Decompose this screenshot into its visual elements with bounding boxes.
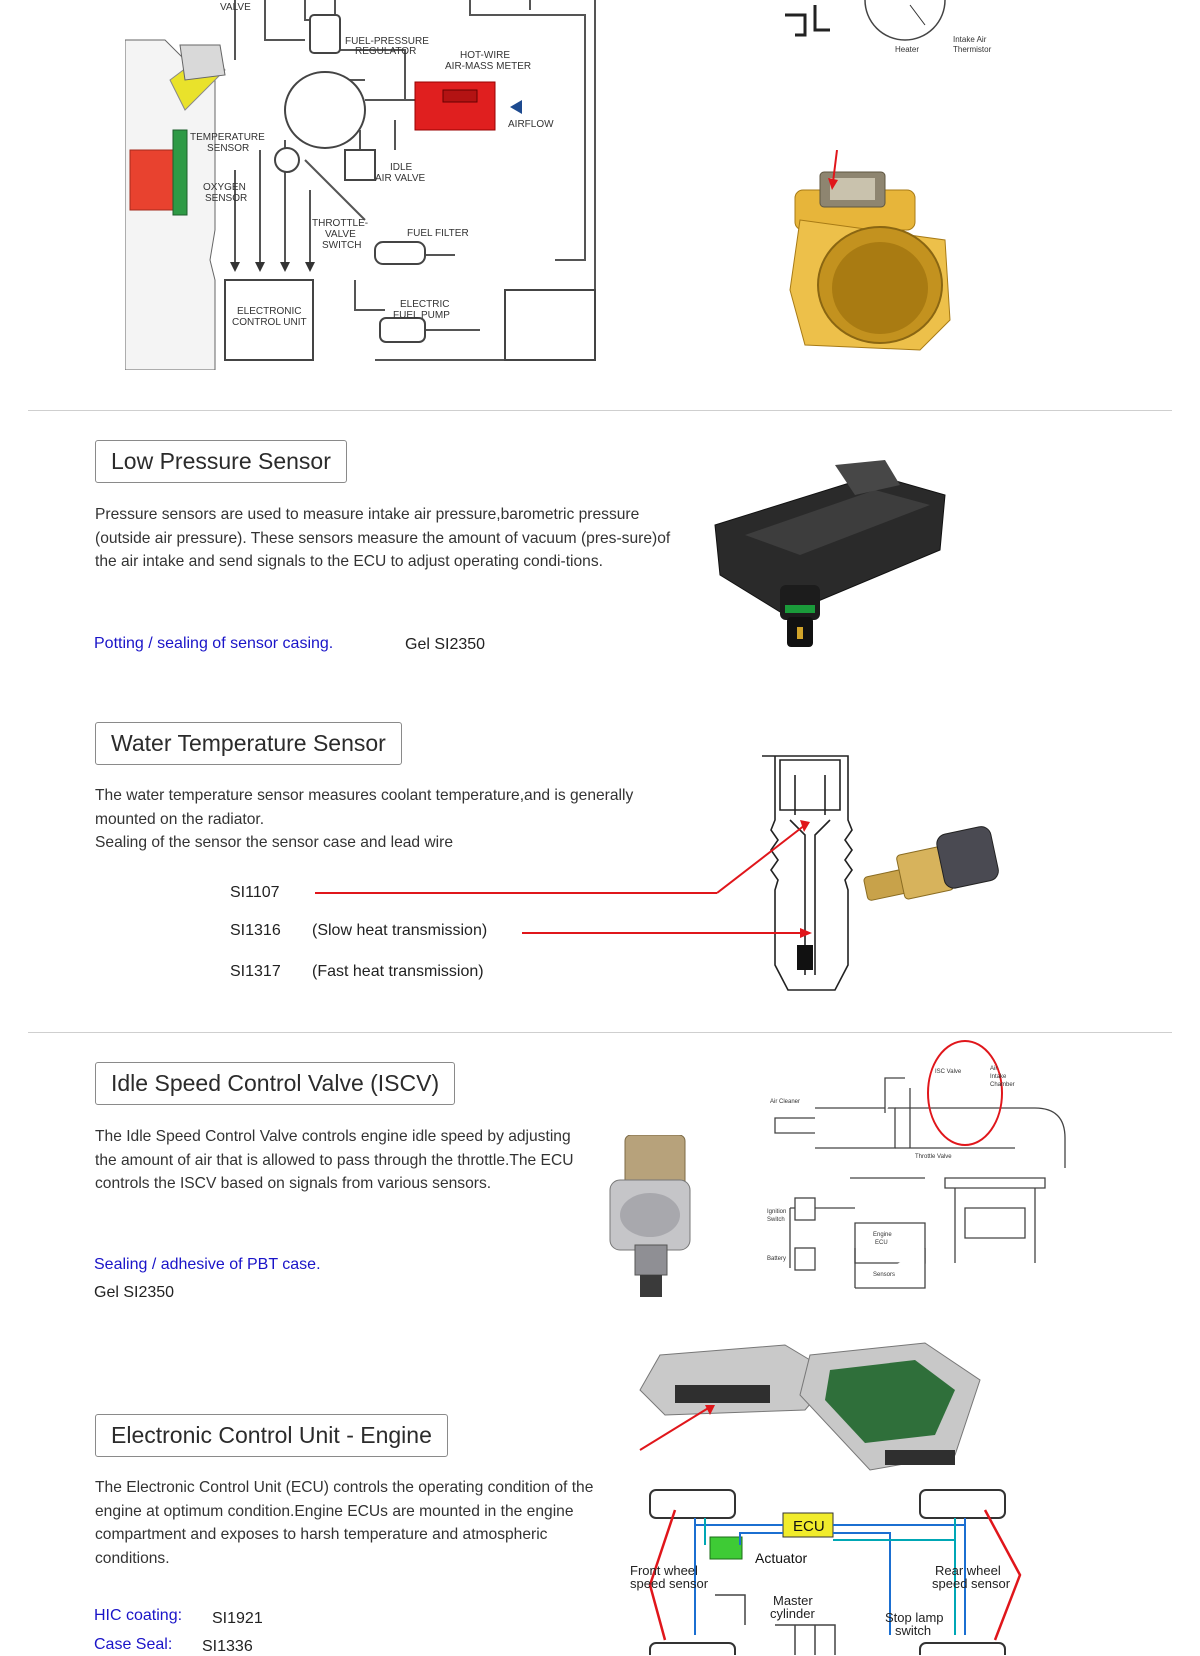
- low-pressure-product: Gel SI2350: [405, 636, 486, 653]
- svg-text:VALVE: VALVE: [220, 2, 251, 13]
- case-seal-label: Case Seal:: [94, 1636, 173, 1653]
- svg-text:Front wheel: Front wheel: [630, 1563, 698, 1578]
- svg-text:THROTTLE-: THROTTLE-: [312, 218, 369, 229]
- ecu-units-image: [635, 1335, 1020, 1475]
- water-temp-title: Water Temperature Sensor: [95, 722, 402, 765]
- svg-text:Master: Master: [773, 1593, 813, 1608]
- yellow-maf-sensor-image: [785, 150, 965, 355]
- svg-text:Engine: Engine: [873, 1232, 892, 1238]
- maf-sensor-illustration: [775, 0, 1005, 60]
- svg-text:Switch: Switch: [767, 1217, 785, 1223]
- svg-text:SWITCH: SWITCH: [322, 240, 362, 251]
- svg-text:IDLE: IDLE: [390, 162, 413, 173]
- product-code-si1317: SI1317: [230, 963, 281, 980]
- svg-text:SENSOR: SENSOR: [205, 193, 248, 204]
- svg-text:switch: switch: [895, 1623, 932, 1638]
- product-code-si1316: SI1316: [230, 922, 281, 939]
- svg-text:speed sensor: speed sensor: [932, 1576, 1011, 1591]
- svg-text:AIR VALVE: AIR VALVE: [375, 173, 426, 184]
- svg-text:Thermistor: Thermistor: [953, 45, 992, 54]
- svg-text:Sensors: Sensors: [873, 1272, 896, 1278]
- svg-text:Air Cleaner: Air Cleaner: [770, 1099, 801, 1105]
- iscv-application: Sealing / adhesive of PBT case.: [94, 1256, 321, 1273]
- product-note-si1317: (Fast heat transmission): [312, 963, 484, 980]
- abs-ecu-system-diagram: [625, 1485, 1050, 1655]
- low-pressure-description: Pressure sensors are used to measure intake air pressure,barometric pressure (outside air pressure). These sensors measure the amount of vacuum (pres-sure)of the air intake and send signals to the ECU to adjust operating condi-tions.: [95, 506, 671, 571]
- iscv-system-diagram: [765, 1038, 1110, 1300]
- iscv-product: Gel SI2350: [94, 1284, 175, 1301]
- svg-text:Stop lamp: Stop lamp: [885, 1610, 944, 1625]
- svg-text:Intake: Intake: [990, 1074, 1007, 1080]
- hic-coating-label: HIC coating:: [94, 1607, 183, 1624]
- ecu-description: The Electronic Control Unit (ECU) controls the operating condition of the engine at optimum condition.Engine ECUs are mounted in the engine compartment and exposes to harsh temperature and atmospheric conditions.: [95, 1479, 594, 1567]
- water-temp-sensor-diagram: [300, 750, 1030, 995]
- svg-text:Rear wheel: Rear wheel: [935, 1563, 1001, 1578]
- svg-text:FUEL PUMP: FUEL PUMP: [393, 310, 450, 321]
- svg-text:OXYGEN: OXYGEN: [203, 182, 246, 193]
- section-divider: [28, 1032, 1172, 1033]
- map-sensor-image: [705, 455, 955, 655]
- section-divider: [28, 410, 1172, 411]
- svg-text:Throttle Valve: Throttle Valve: [915, 1154, 952, 1160]
- svg-text:ELECTRONIC: ELECTRONIC: [237, 306, 302, 317]
- svg-text:ECU: ECU: [793, 1518, 825, 1535]
- case-seal-value: SI1336: [202, 1638, 253, 1655]
- svg-text:AIR-MASS METER: AIR-MASS METER: [445, 61, 532, 72]
- product-note-si1316: (Slow heat transmission): [312, 922, 488, 939]
- svg-text:Chamber: Chamber: [990, 1082, 1015, 1088]
- svg-text:CONTROL UNIT: CONTROL UNIT: [232, 317, 307, 328]
- svg-text:Battery: Battery: [767, 1256, 787, 1262]
- svg-text:Actuator: Actuator: [755, 1550, 808, 1566]
- svg-text:REGULATOR: REGULATOR: [355, 46, 417, 57]
- hic-coating-value: SI1921: [212, 1610, 263, 1627]
- iscv-valve-image: [595, 1135, 720, 1300]
- svg-text:VALVE: VALVE: [325, 229, 356, 240]
- svg-text:AIRFLOW: AIRFLOW: [508, 119, 554, 130]
- svg-text:FUEL-PRESSURE: FUEL-PRESSURE: [345, 36, 429, 47]
- svg-text:ISC Valve: ISC Valve: [935, 1069, 962, 1075]
- svg-text:Heater: Heater: [895, 45, 920, 54]
- ecu-title: Electronic Control Unit - Engine: [95, 1414, 448, 1457]
- svg-text:ECU: ECU: [875, 1240, 888, 1246]
- product-code-si1107: SI1107: [230, 884, 280, 901]
- svg-text:TEMPERATURE: TEMPERATURE: [190, 132, 265, 143]
- svg-text:FUEL FILTER: FUEL FILTER: [407, 228, 469, 239]
- iscv-title: Idle Speed Control Valve (ISCV): [95, 1062, 455, 1105]
- water-temp-description-line2: Sealing of the sensor the sensor case and lead wire: [95, 834, 454, 852]
- low-pressure-application: Potting / sealing of sensor casing.: [94, 635, 334, 652]
- svg-text:speed sensor: speed sensor: [630, 1576, 709, 1591]
- svg-text:Air: Air: [990, 1066, 998, 1072]
- svg-text:Ignition: Ignition: [767, 1209, 787, 1215]
- water-temp-description-line1: The water temperature sensor measures coolant temperature,and is generally mounted on the radiator.: [95, 787, 634, 828]
- low-pressure-title: Low Pressure Sensor: [95, 440, 347, 483]
- svg-text:Intake Air: Intake Air: [953, 35, 987, 44]
- fuel-injection-system-diagram: [125, 0, 625, 370]
- svg-text:HOT-WIRE: HOT-WIRE: [460, 50, 510, 61]
- svg-text:cylinder: cylinder: [770, 1606, 815, 1621]
- iscv-description: The Idle Speed Control Valve controls engine idle speed by adjusting the amount of air that is allowed to pass through the throttle.The ECU controls the ISCV based on signals from various sensors.: [95, 1128, 574, 1193]
- svg-text:ELECTRIC: ELECTRIC: [400, 299, 450, 310]
- svg-text:SENSOR: SENSOR: [207, 143, 250, 154]
